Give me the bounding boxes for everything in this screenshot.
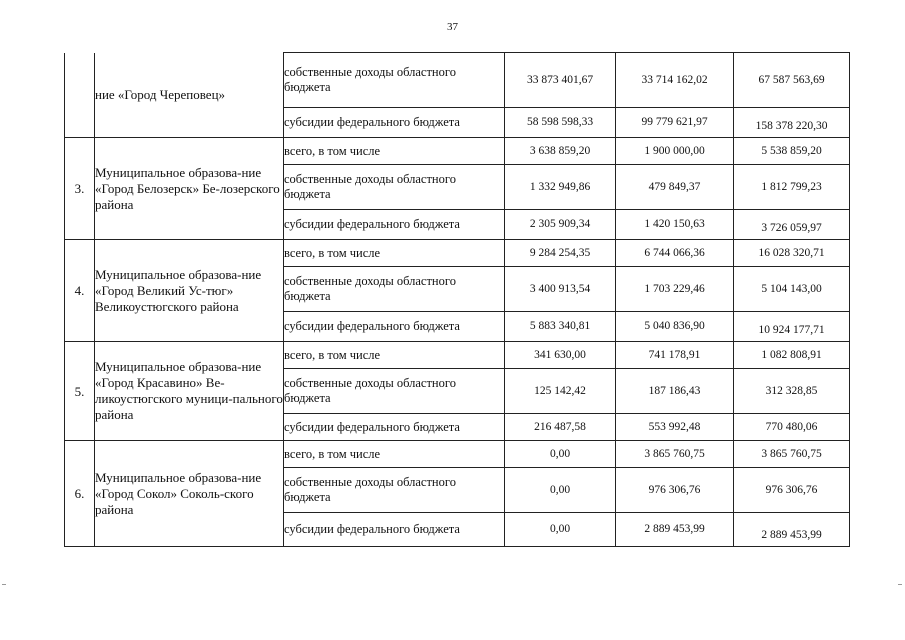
value-cell-col1: 0,00	[505, 513, 616, 547]
value-cell-col2: 1 420 150,63	[616, 210, 734, 240]
value-cell-col2: 2 889 453,99	[616, 513, 734, 547]
table-row	[65, 53, 850, 108]
value-cell-total: 1 812 799,23	[734, 165, 850, 210]
table-row	[65, 342, 850, 369]
table-row	[65, 138, 850, 165]
value-cell-col2: 5 040 836,90	[616, 312, 734, 342]
value-cell-total: 16 028 320,71	[734, 240, 850, 267]
value-cell-col2: 3 865 760,75	[616, 441, 734, 468]
funding-type-cell: субсидии федерального бюджета	[284, 210, 505, 240]
value-cell-total: 5 104 143,00	[734, 267, 850, 312]
funding-type-cell: субсидии федерального бюджета	[284, 513, 505, 547]
value-cell-total: 10 924 177,71	[734, 312, 850, 342]
value-cell-total: 3 726 059,97	[734, 210, 850, 240]
value-cell-col2: 33 714 162,02	[616, 53, 734, 108]
value-cell-total: 3 865 760,75	[734, 441, 850, 468]
value-cell-col2: 1 703 229,46	[616, 267, 734, 312]
page-number: 37	[447, 21, 458, 33]
row-number-cell: 5.	[65, 342, 95, 441]
municipality-name-cell: ние «Город Череповец»	[95, 53, 284, 138]
value-cell-total: 158 378 220,30	[734, 108, 850, 138]
value-cell-total: 976 306,76	[734, 468, 850, 513]
funding-type-cell: всего, в том числе	[284, 240, 505, 267]
table-row	[65, 441, 850, 468]
value-cell-total: 770 480,06	[734, 414, 850, 441]
value-cell-total: 1 082 808,91	[734, 342, 850, 369]
funding-type-cell: субсидии федерального бюджета	[284, 312, 505, 342]
value-cell-col2: 741 178,91	[616, 342, 734, 369]
row-number-cell: 3.	[65, 138, 95, 240]
value-cell-col1: 0,00	[505, 441, 616, 468]
municipality-name-cell: Муниципальное образова-ние «Город Красавино» Ве-ликоустюгского муници-пального района	[95, 342, 284, 441]
value-cell-col2: 553 992,48	[616, 414, 734, 441]
funding-type-cell: собственные доходы областного бюджета	[284, 165, 505, 210]
value-cell-col1: 1 332 949,86	[505, 165, 616, 210]
funding-type-cell: всего, в том числе	[284, 138, 505, 165]
value-cell-col1: 341 630,00	[505, 342, 616, 369]
funding-type-cell: собственные доходы областного бюджета	[284, 468, 505, 513]
value-cell-col2: 6 744 066,36	[616, 240, 734, 267]
value-cell-total: 2 889 453,99	[734, 513, 850, 547]
value-cell-total: 5 538 859,20	[734, 138, 850, 165]
table-row	[65, 240, 850, 267]
value-cell-col2: 1 900 000,00	[616, 138, 734, 165]
value-cell-col2: 976 306,76	[616, 468, 734, 513]
municipality-name-cell: Муниципальное образова-ние «Город Белозерск» Бе-лозерского района	[95, 138, 284, 240]
value-cell-col1: 2 305 909,34	[505, 210, 616, 240]
value-cell-col1: 3 400 913,54	[505, 267, 616, 312]
scan-mark	[2, 584, 6, 585]
value-cell-col2: 479 849,37	[616, 165, 734, 210]
value-cell-col2: 187 186,43	[616, 369, 734, 414]
value-cell-col1: 0,00	[505, 468, 616, 513]
funding-type-cell: собственные доходы областного бюджета	[284, 369, 505, 414]
value-cell-total: 312 328,85	[734, 369, 850, 414]
value-cell-col1: 3 638 859,20	[505, 138, 616, 165]
funding-type-cell: субсидии федерального бюджета	[284, 414, 505, 441]
row-number-cell: 4.	[65, 240, 95, 342]
scan-mark	[898, 584, 902, 585]
value-cell-col2: 99 779 621,97	[616, 108, 734, 138]
value-cell-total: 67 587 563,69	[734, 53, 850, 108]
municipality-name-cell: Муниципальное образова-ние «Город Сокол» Соколь-ского района	[95, 441, 284, 547]
value-cell-col1: 33 873 401,67	[505, 53, 616, 108]
value-cell-col1: 125 142,42	[505, 369, 616, 414]
row-number-cell	[65, 53, 95, 138]
funding-type-cell: субсидии федерального бюджета	[284, 108, 505, 138]
funding-type-cell: всего, в том числе	[284, 342, 505, 369]
value-cell-col1: 5 883 340,81	[505, 312, 616, 342]
row-number-cell: 6.	[65, 441, 95, 547]
value-cell-col1: 58 598 598,33	[505, 108, 616, 138]
funding-type-cell: собственные доходы областного бюджета	[284, 267, 505, 312]
funding-type-cell: собственные доходы областного бюджета	[284, 53, 505, 108]
budget-table	[64, 52, 850, 547]
value-cell-col1: 9 284 254,35	[505, 240, 616, 267]
municipality-name-cell: Муниципальное образова-ние «Город Великий Ус-тюг» Великоустюгского района	[95, 240, 284, 342]
value-cell-col1: 216 487,58	[505, 414, 616, 441]
funding-type-cell: всего, в том числе	[284, 441, 505, 468]
